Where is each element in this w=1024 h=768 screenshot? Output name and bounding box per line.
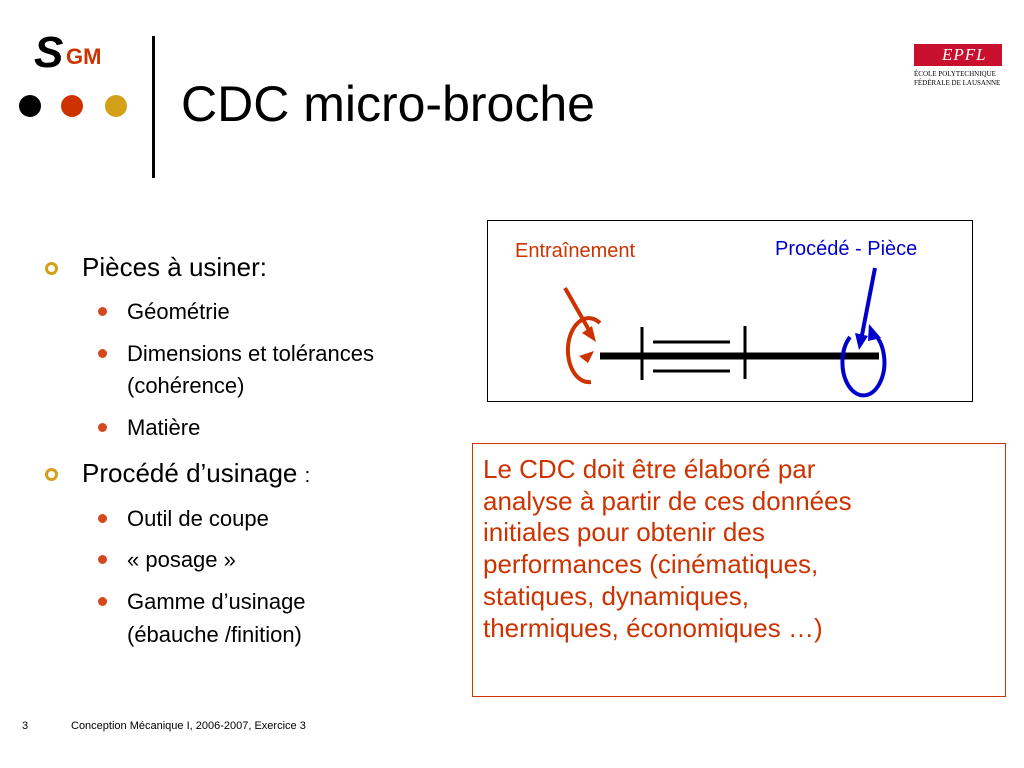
callout-line: Le CDC doit être élaboré par: [483, 454, 816, 484]
bullet-pieces-label: Pièces à usiner:: [82, 252, 267, 282]
slide-number: 3: [22, 720, 29, 732]
sub-bullet-text: Gamme d’usinage: [127, 589, 306, 614]
bullet-dot-icon: [98, 597, 107, 606]
callout-line: initiales pour obtenir des: [483, 517, 765, 548]
bullet-dot-icon: [98, 307, 107, 316]
callout-box: [472, 443, 1006, 697]
sub-bullet-text: (cohérence): [127, 373, 245, 398]
epfl-line-1: ÉCOLE POLYTECHNIQUE: [914, 70, 996, 78]
drive-arrow-head: [582, 326, 596, 342]
bullet-ring-icon: [45, 262, 58, 275]
sub-bullet-text: (ébauche /finition): [127, 622, 302, 647]
sub-bullet-text: « posage »: [127, 547, 236, 572]
bullet-dot-icon: [98, 423, 107, 432]
bullet-dot-icon: [98, 349, 107, 358]
callout-line: thermiques, économiques …): [483, 612, 823, 643]
slide-title: CDC micro-broche: [181, 76, 595, 132]
logo-dot-red: [61, 95, 83, 117]
label-entrainement: Entraînement: [515, 240, 636, 262]
bullet-ring-icon: [45, 468, 58, 481]
title-divider: [152, 36, 155, 178]
sub-bullet-text: Outil de coupe: [127, 506, 269, 531]
process-arrow-shaft: [862, 268, 875, 335]
process-arrow-head: [855, 333, 868, 350]
logo-dot-black: [19, 95, 41, 117]
drive-rotation-arc: [568, 318, 600, 382]
bullet-procede-label: Procédé d’usinage :: [82, 458, 311, 488]
sub-bullet-text: Matière: [127, 415, 201, 440]
label-procede-piece: Procédé - Pièce: [775, 238, 918, 260]
callout-line: performances (cinématiques,: [483, 549, 819, 580]
epfl-wordmark-block: [914, 44, 1002, 66]
bullet-dot-icon: [98, 555, 107, 564]
logo-s-letter: S: [34, 28, 64, 77]
callout-line: analyse à partir de ces données: [483, 485, 852, 516]
sub-bullet-text: Géométrie: [127, 299, 230, 324]
footer-text: Conception Mécanique I, 2006-2007, Exercice 3: [71, 720, 306, 732]
drive-rotation-arrow-head: [579, 351, 594, 363]
logo-gm-letters: GM: [66, 44, 102, 69]
callout-line: statiques, dynamiques,: [483, 580, 749, 611]
logo-dot-gold: [105, 95, 127, 117]
epfl-wordmark: EPFL: [942, 45, 987, 64]
bullet-dot-icon: [98, 514, 107, 523]
sub-bullet-text: Dimensions et tolérances: [127, 341, 375, 366]
epfl-line-2: FÉDÉRALE DE LAUSANNE: [914, 79, 1001, 87]
epfl-logo: [914, 44, 1004, 88]
